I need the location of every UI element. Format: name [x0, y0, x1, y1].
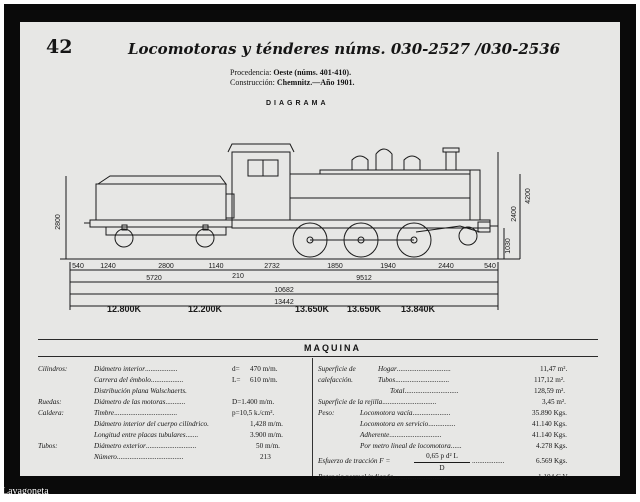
- document-page: [20, 22, 620, 481]
- right-spec-2-label: Tubos..............................: [378, 376, 450, 384]
- dim-vertical-2: 1030: [505, 238, 512, 254]
- photo-frame: [4, 4, 636, 494]
- left-spec-5-group: Caldera:: [38, 409, 64, 417]
- axle-load-2: 12.200K: [187, 304, 223, 314]
- right-spec-6-val: 41.140 Kgs.: [532, 420, 567, 428]
- left-spec-2-val: 610 m/m.: [250, 376, 278, 384]
- dim-row1-7: 1940: [380, 263, 396, 270]
- traction-numerator: 0,65 p d² L: [426, 452, 458, 460]
- right-spec-3-label: Total..............................: [390, 387, 459, 395]
- divider-bottom: [38, 356, 598, 357]
- column-divider: [312, 358, 313, 476]
- watermark-text: Lavagoneta: [2, 486, 49, 497]
- left-spec-1-val: 470 m/m.: [250, 365, 278, 373]
- right-spec-2-group: calefacción.: [318, 376, 353, 384]
- left-spec-5-label: Timbre...................................: [94, 409, 177, 417]
- left-spec-6-label: Diámetro interior del cuerpo cilíndrico.: [94, 420, 209, 428]
- dim-row1-8: 2440: [438, 263, 454, 270]
- left-spec-4-sym: D=1.400 m/m.: [232, 398, 275, 406]
- dim-row2-2: 210: [232, 273, 244, 280]
- locomotive-diagram: [20, 114, 620, 314]
- left-spec-1: Cilindros:: [38, 365, 68, 373]
- left-spec-9-val: 213: [260, 453, 271, 461]
- dim-row1-1: 540: [72, 263, 84, 270]
- right-spec-2-val: 117,12 m².: [534, 376, 565, 384]
- dim-row4: 13442: [274, 299, 294, 306]
- right-spec-3-val: 128,59 m².: [534, 387, 566, 395]
- right-spec-1-val: 11,47 m².: [540, 365, 568, 373]
- left-spec-3-label: Distribución plana Walschaerts.: [94, 387, 187, 395]
- dim-row1-4: 1140: [208, 263, 224, 270]
- dim-vertical-4: 4200: [525, 188, 532, 204]
- right-spec-5-group: Peso:: [318, 409, 335, 417]
- right-spec-7-val: 41.140 Kgs.: [532, 431, 567, 439]
- left-spec-4-label: Diámetro de las motoras...........: [94, 398, 186, 406]
- traction-label: Esfuerzo de tracción F =: [318, 457, 391, 465]
- dim-row1-3: 2800: [158, 263, 174, 270]
- section-heading: MAQUINA: [304, 343, 361, 353]
- traction-denominator: D: [439, 464, 445, 472]
- left-spec-8-group: Tubos:: [38, 442, 58, 450]
- right-spec-1-group: Superficie de: [318, 365, 356, 373]
- power-value: 1.104 C.V.: [538, 473, 569, 481]
- left-spec-2-label: Carrera del émbolo..................: [94, 376, 184, 384]
- right-spec-6-label: Locomotora en servicio...............: [360, 420, 456, 428]
- right-spec-5-label: Locomotora vacía.....................: [360, 409, 451, 417]
- traction-dots: ..................: [472, 457, 505, 465]
- dim-row1-9: 540: [484, 263, 496, 270]
- traction-value: 6.569 Kgs.: [536, 457, 568, 465]
- axle-load-4: 13.650K: [346, 304, 382, 314]
- axle-loads: [20, 298, 620, 318]
- right-spec-8-val: 4.278 Kgs.: [536, 442, 568, 450]
- tender-drawing: [84, 176, 234, 247]
- dim-row1-6: 1850: [327, 263, 343, 270]
- right-spec-5-val: 35.890 Kgs.: [532, 409, 567, 417]
- left-spec-8-val: 50 m/m.: [256, 442, 280, 450]
- left-spec-1-label: Diámetro interior..................: [94, 365, 178, 373]
- diagram-heading: DIAGRAMA: [266, 100, 329, 107]
- left-spec-7-label: Longitud entre placas tubulares.......: [94, 431, 199, 439]
- locomotive-drawing: [228, 144, 498, 257]
- dim-vertical-1: 2800: [55, 214, 62, 230]
- right-spec-7-label: Adherente.............................: [360, 431, 442, 439]
- dim-row3: 10682: [274, 287, 294, 294]
- divider-top: [38, 339, 598, 340]
- dim-row1-2: 1240: [100, 263, 116, 270]
- construccion-line: Construcción: Chemnitz.—Año 1901.: [230, 78, 355, 87]
- dim-row2-1: 5720: [146, 275, 162, 282]
- right-spec-4-group: Superficie de la rejilla..............................: [318, 398, 437, 406]
- left-spec-8-label: Diámetro exterior............................: [94, 442, 197, 450]
- left-spec-6-val: 1,428 m/m.: [250, 420, 283, 428]
- right-spec-1-label: Hogar..............................: [378, 365, 451, 373]
- left-spec-7-val: 3.900 m/m.: [250, 431, 283, 439]
- left-spec-4-group: Ruedas:: [38, 398, 62, 406]
- power-label: Potencia normal indicada..............................: [318, 473, 447, 481]
- procedencia-line: Procedencia: Oeste (núms. 401-410).: [230, 68, 352, 77]
- left-spec-1-sym: d=: [232, 365, 240, 373]
- dim-vertical-3: 2400: [511, 206, 518, 222]
- right-spec-8-label: Por metro lineal de locomotora......: [360, 442, 462, 450]
- right-spec-4-val: 3,45 m².: [542, 398, 566, 406]
- axle-load-3: 13.650K: [294, 304, 330, 314]
- dim-row1-5: 2732: [264, 263, 280, 270]
- left-spec-2-sym: L=: [232, 376, 241, 384]
- dim-row2-3: 9512: [356, 275, 372, 282]
- page-number: 42: [46, 36, 73, 58]
- axle-load-5: 13.840K: [400, 304, 436, 314]
- fraction-bar: [414, 462, 470, 463]
- page-title: Locomotoras y ténderes núms. 030-2527 /030-2536: [128, 40, 561, 58]
- left-spec-9-label: Número.....................................: [94, 453, 184, 461]
- left-spec-5-sym: p=10,5 k./cm².: [232, 409, 275, 417]
- axle-load-1: 12.800K: [106, 304, 142, 314]
